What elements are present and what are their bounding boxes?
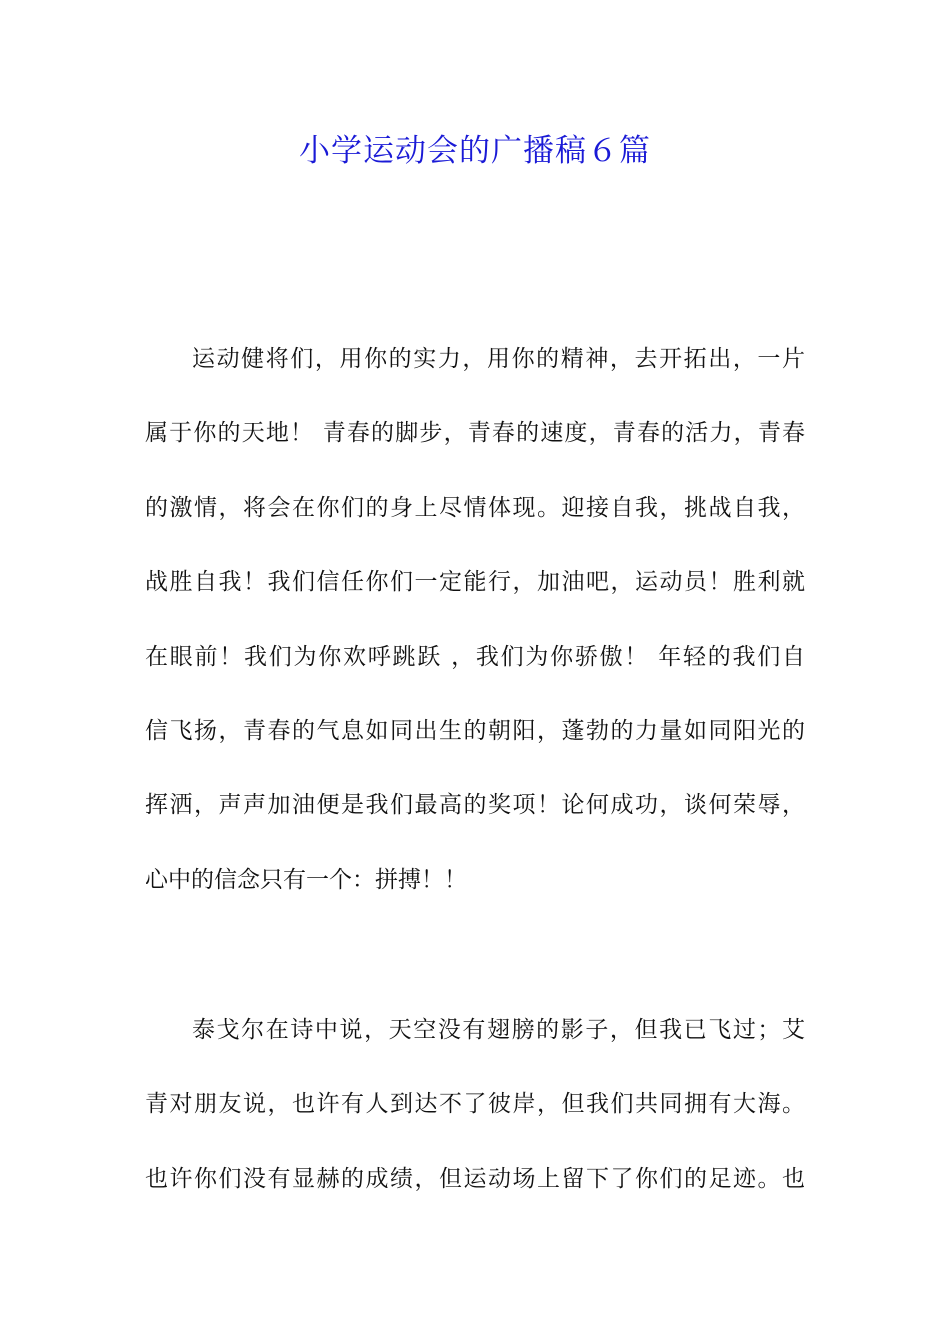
paragraph-1 (145, 334, 805, 929)
paragraph-line: 在眼前！我们为你欢呼跳跃 ，我们为你骄傲！ 年轻的我们自 (145, 643, 805, 670)
paragraph-line: 运动健将们，用你的实力，用你的精神，去开拓出，一片 (192, 346, 805, 372)
paragraph-line: 也许你们没有显赫的成绩，但运动场上留下了你们的足迹。也 (145, 1165, 805, 1192)
paragraph-line: 的激情，将会在你们的身上尽情体现。迎接自我，挑战自我， (145, 494, 805, 521)
paragraph-line: 挥洒，声声加油便是我们最高的奖项！论何成功，谈何荣辱， (145, 792, 805, 819)
paragraph-line: 属于你的天地！ 青春的脚步，青春的速度，青春的活力，青春 (145, 420, 805, 447)
paragraph-line: 战胜自我！我们信任你们一定能行，加油吧，运动员！胜利就 (145, 569, 805, 596)
paragraph-2 (145, 1005, 805, 1228)
paragraph-line: 青对朋友说，也许有人到达不了彼岸，但我们共同拥有大海。 (145, 1091, 805, 1118)
document-title: 小学运动会的广播稿６篇 (299, 133, 651, 169)
paragraph-line: 信飞扬，青春的气息如同出生的朝阳，蓬勃的力量如同阳光的 (145, 717, 805, 744)
paragraph-line: 泰戈尔在诗中说，天空没有翅膀的影子，但我已飞过；艾 (192, 1017, 805, 1043)
paragraph-line: 心中的信念只有一个：拼搏！！ (145, 866, 467, 893)
